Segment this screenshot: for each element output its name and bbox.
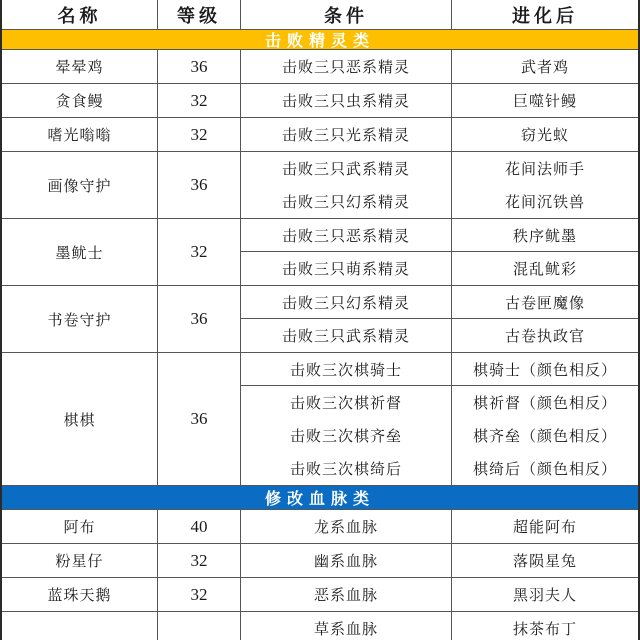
condition-cell — [241, 286, 452, 352]
evolution-cell — [452, 219, 638, 285]
level-value: 36 — [190, 56, 208, 76]
level-value: 32 — [190, 550, 208, 570]
level-cell — [158, 612, 241, 640]
level-cell — [158, 50, 241, 83]
evolution-line: 巨噬针鳗 — [512, 94, 577, 110]
table-row — [2, 152, 638, 219]
table-row — [2, 118, 638, 152]
table-row — [2, 286, 638, 353]
section-title: 修改血脉类 — [264, 491, 375, 508]
level-value: 32 — [190, 124, 208, 144]
condition-cell — [241, 510, 452, 543]
condition-line: 击败三只武系精灵 — [281, 329, 410, 345]
condition-cell — [241, 118, 452, 151]
level-value: 36 — [190, 409, 208, 428]
name-cell — [2, 510, 158, 543]
col-header-evolution: 进化后 — [512, 5, 578, 26]
level-value: 40 — [190, 516, 208, 536]
table-row — [2, 353, 638, 486]
evolution-cell — [452, 50, 638, 83]
condition-cell — [241, 50, 452, 83]
level-cell — [158, 84, 241, 117]
name-cell — [2, 118, 158, 151]
table-row — [2, 84, 638, 118]
evolution-line: 超能阿布 — [512, 520, 577, 536]
table-row — [2, 510, 638, 544]
level-value: 32 — [190, 242, 208, 261]
evolution-cell — [452, 84, 638, 117]
evolution-line: 棋齐垒（颜色相反） — [472, 429, 617, 445]
condition-line: 击败三次棋齐垒 — [289, 429, 402, 445]
condition-line: 恶系血脉 — [313, 588, 378, 604]
table-row — [2, 219, 638, 286]
level-value: 36 — [190, 309, 208, 328]
pet-name: 晕晕鸡 — [55, 60, 104, 76]
pet-name: 粉星仔 — [55, 554, 104, 570]
name-cell — [2, 152, 158, 218]
table-row — [2, 50, 638, 84]
evolution-line: 秩序鱿墨 — [452, 219, 638, 252]
level-cell — [158, 152, 241, 218]
condition-cell — [241, 84, 452, 117]
condition-line: 龙系血脉 — [313, 520, 378, 536]
level-cell — [158, 510, 241, 543]
table-header — [2, 0, 638, 30]
condition-line: 击败三次棋骑士 — [241, 353, 451, 386]
level-cell — [158, 544, 241, 577]
evolution-cell — [452, 612, 638, 640]
table-body — [2, 30, 638, 640]
name-cell — [2, 219, 158, 285]
level-cell — [158, 286, 241, 352]
level-value: 32 — [190, 90, 208, 110]
pet-name: 贪食鳗 — [55, 94, 104, 110]
condition-line: 击败三次棋绮后 — [289, 462, 402, 478]
name-cell — [2, 544, 158, 577]
evolution-cell — [452, 353, 638, 485]
section-banner — [2, 486, 638, 510]
pet-name: 棋棋 — [63, 412, 96, 429]
pet-name: 墨鱿士 — [55, 245, 104, 262]
condition-cell — [241, 544, 452, 577]
level-cell — [158, 219, 241, 285]
condition-line: 幽系血脉 — [313, 554, 378, 570]
condition-line: 击败三只恶系精灵 — [241, 219, 451, 252]
level-value: 32 — [190, 584, 208, 604]
evolution-line: 古卷执政官 — [504, 329, 585, 345]
evolution-line: 窃光蚁 — [520, 128, 569, 144]
pet-name: 书卷守护 — [47, 312, 112, 329]
pet-name: 阿布 — [63, 520, 96, 536]
name-cell — [2, 84, 158, 117]
condition-line: 击败三只武系精灵 — [281, 162, 410, 178]
level-cell — [158, 353, 241, 485]
level-cell — [158, 578, 241, 611]
condition-cell — [241, 353, 452, 485]
col-header-name: 名称 — [2, 0, 158, 29]
pet-name: 嗜光嗡嗡 — [47, 128, 112, 144]
name-cell — [2, 612, 158, 640]
condition-line: 击败三只虫系精灵 — [281, 94, 410, 110]
level-value: 36 — [190, 175, 208, 194]
evolution-cell — [452, 286, 638, 352]
condition-line: 击败三只光系精灵 — [281, 128, 410, 144]
section-banner — [2, 30, 638, 50]
condition-line: 击败三只恶系精灵 — [281, 60, 410, 76]
evolution-cell — [452, 152, 638, 218]
evolution-line: 黑羽夫人 — [512, 588, 577, 604]
evolution-line: 花间沉铁兽 — [504, 195, 585, 211]
pet-name: 画像守护 — [47, 178, 112, 195]
evolution-line: 花间法师手 — [504, 162, 585, 178]
condition-cell — [241, 219, 452, 285]
evolution-line: 武者鸡 — [520, 60, 569, 76]
col-header-condition: 条件 — [241, 0, 452, 29]
condition-line: 击败三次棋祈督 — [289, 396, 402, 412]
evolution-line: 棋绮后（颜色相反） — [472, 462, 617, 478]
condition-line: 击败三只幻系精灵 — [241, 286, 451, 319]
evolution-line: 抹茶布丁 — [512, 622, 577, 638]
evolution-line: 混乱鱿彩 — [512, 262, 577, 278]
condition-cell — [241, 152, 452, 218]
level-cell — [158, 118, 241, 151]
evolution-line: 棋骑士（颜色相反） — [452, 353, 638, 386]
evolution-line: 古卷匣魔像 — [452, 286, 638, 319]
evolution-cell — [452, 118, 638, 151]
evolution-line: 落陨星兔 — [512, 554, 577, 570]
name-cell — [2, 578, 158, 611]
condition-line: 草系血脉 — [313, 622, 378, 638]
table-row — [2, 578, 638, 612]
evolution-cell — [452, 578, 638, 611]
condition-line: 击败三只萌系精灵 — [281, 262, 410, 278]
table-row — [2, 544, 638, 578]
table-row — [2, 612, 638, 640]
evolution-line: 棋祈督（颜色相反） — [472, 396, 617, 412]
condition-line: 击败三只幻系精灵 — [281, 195, 410, 211]
pet-name: 蓝珠天鹅 — [47, 588, 112, 604]
col-header-level: 等级 — [158, 0, 241, 29]
name-cell — [2, 286, 158, 352]
evolution-cell — [452, 510, 638, 543]
name-cell — [2, 353, 158, 485]
section-title: 击败精灵类 — [264, 33, 375, 50]
condition-cell — [241, 578, 452, 611]
name-cell — [2, 50, 158, 83]
condition-cell — [241, 612, 452, 640]
evolution-cell — [452, 544, 638, 577]
